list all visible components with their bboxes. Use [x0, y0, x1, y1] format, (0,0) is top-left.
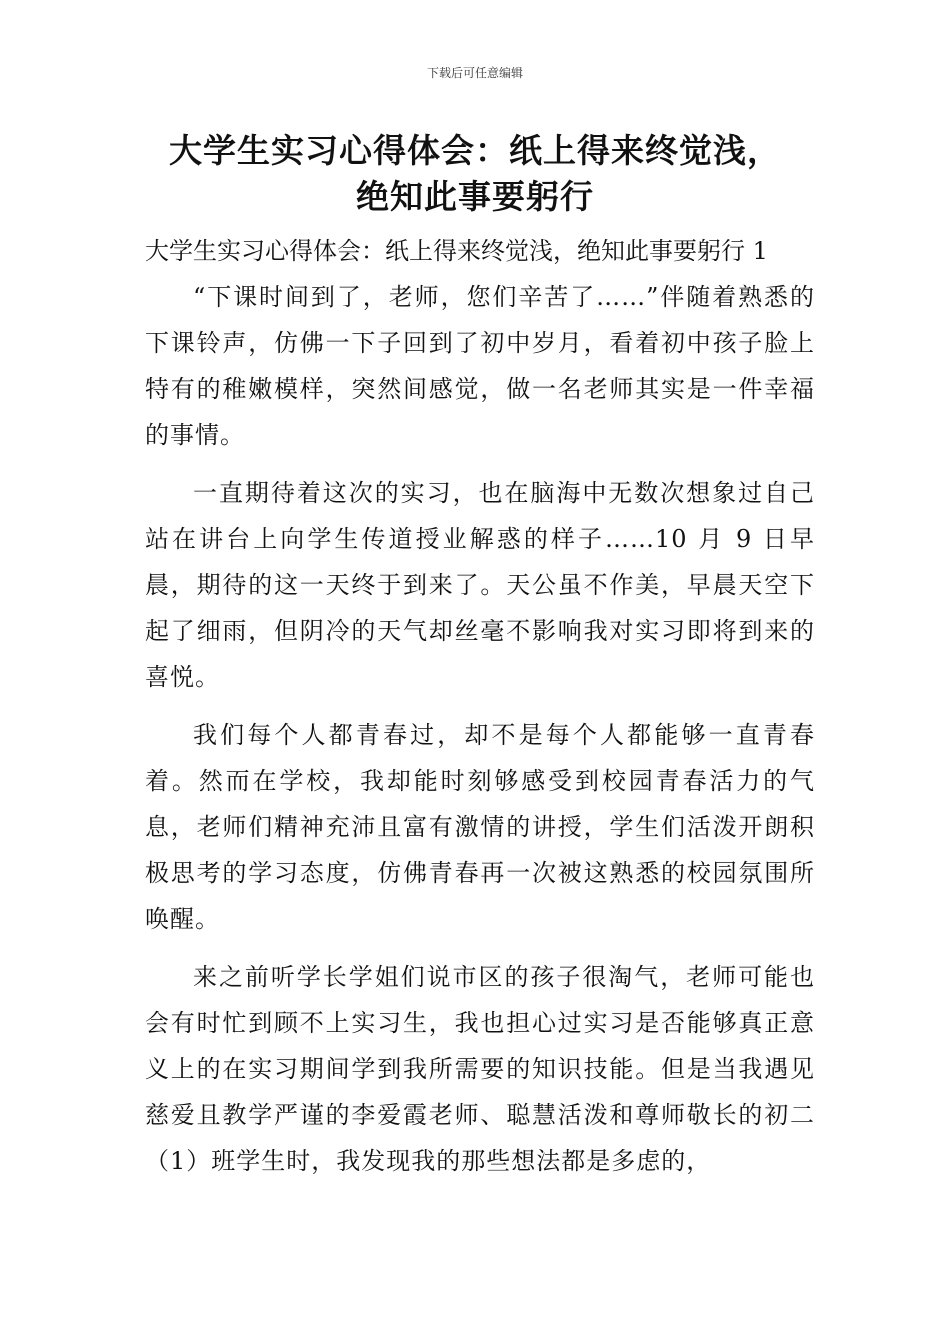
paragraph-2: 一直期待着这次的实习，也在脑海中无数次想象过自己站在讲台上向学生传道授业解惑的样子……10 月 9 日早晨，期待的这一天终于到来了。天公虽不作美，早晨天空下起了细雨，但阴冷的天气却丝毫不影响我对实习即将到来的喜悦。	[145, 479, 815, 691]
article-subtitle: 大学生实习心得体会：纸上得来终觉浅，绝知此事要躬行 1	[145, 237, 768, 265]
paragraph-4: 来之前听学长学姐们说市区的孩子很淘气，老师可能也会有时忙到顾不上实习生，我也担心过实习是否能够真正意义上的在实习期间学到我所需要的知识技能。但是当我遇见慈爱且教学严谨的李爱霞老师、聪慧活泼和尊师敬长的初二（1）班学生时，我发现我的那些想法都是多虑的，	[145, 963, 815, 1175]
title-line-2: 绝知此事要躬行	[356, 177, 594, 216]
header-note: 下载后可任意编辑	[426, 66, 523, 80]
paragraph-1: “下课时间到了，老师，您们辛苦了……”伴随着熟悉的下课铃声，仿佛一下子回到了初中岁月，看着初中孩子脸上特有的稚嫩模样，突然间感觉，做一名老师其实是一件幸福的事情。	[145, 283, 815, 449]
document-title	[120, 128, 830, 220]
title-line-1: 大学生实习心得体会：纸上得来终觉浅，	[169, 131, 781, 170]
paragraph-3: 我们每个人都青春过，却不是每个人都能够一直青春着。然而在学校，我却能时刻够感受到校园青春活力的气息，老师们精神充沛且富有激情的讲授，学生们活泼开朗积极思考的学习态度，仿佛青春再一次被这熟悉的校园氛围所唤醒。	[145, 721, 815, 933]
document-body	[145, 228, 815, 1196]
